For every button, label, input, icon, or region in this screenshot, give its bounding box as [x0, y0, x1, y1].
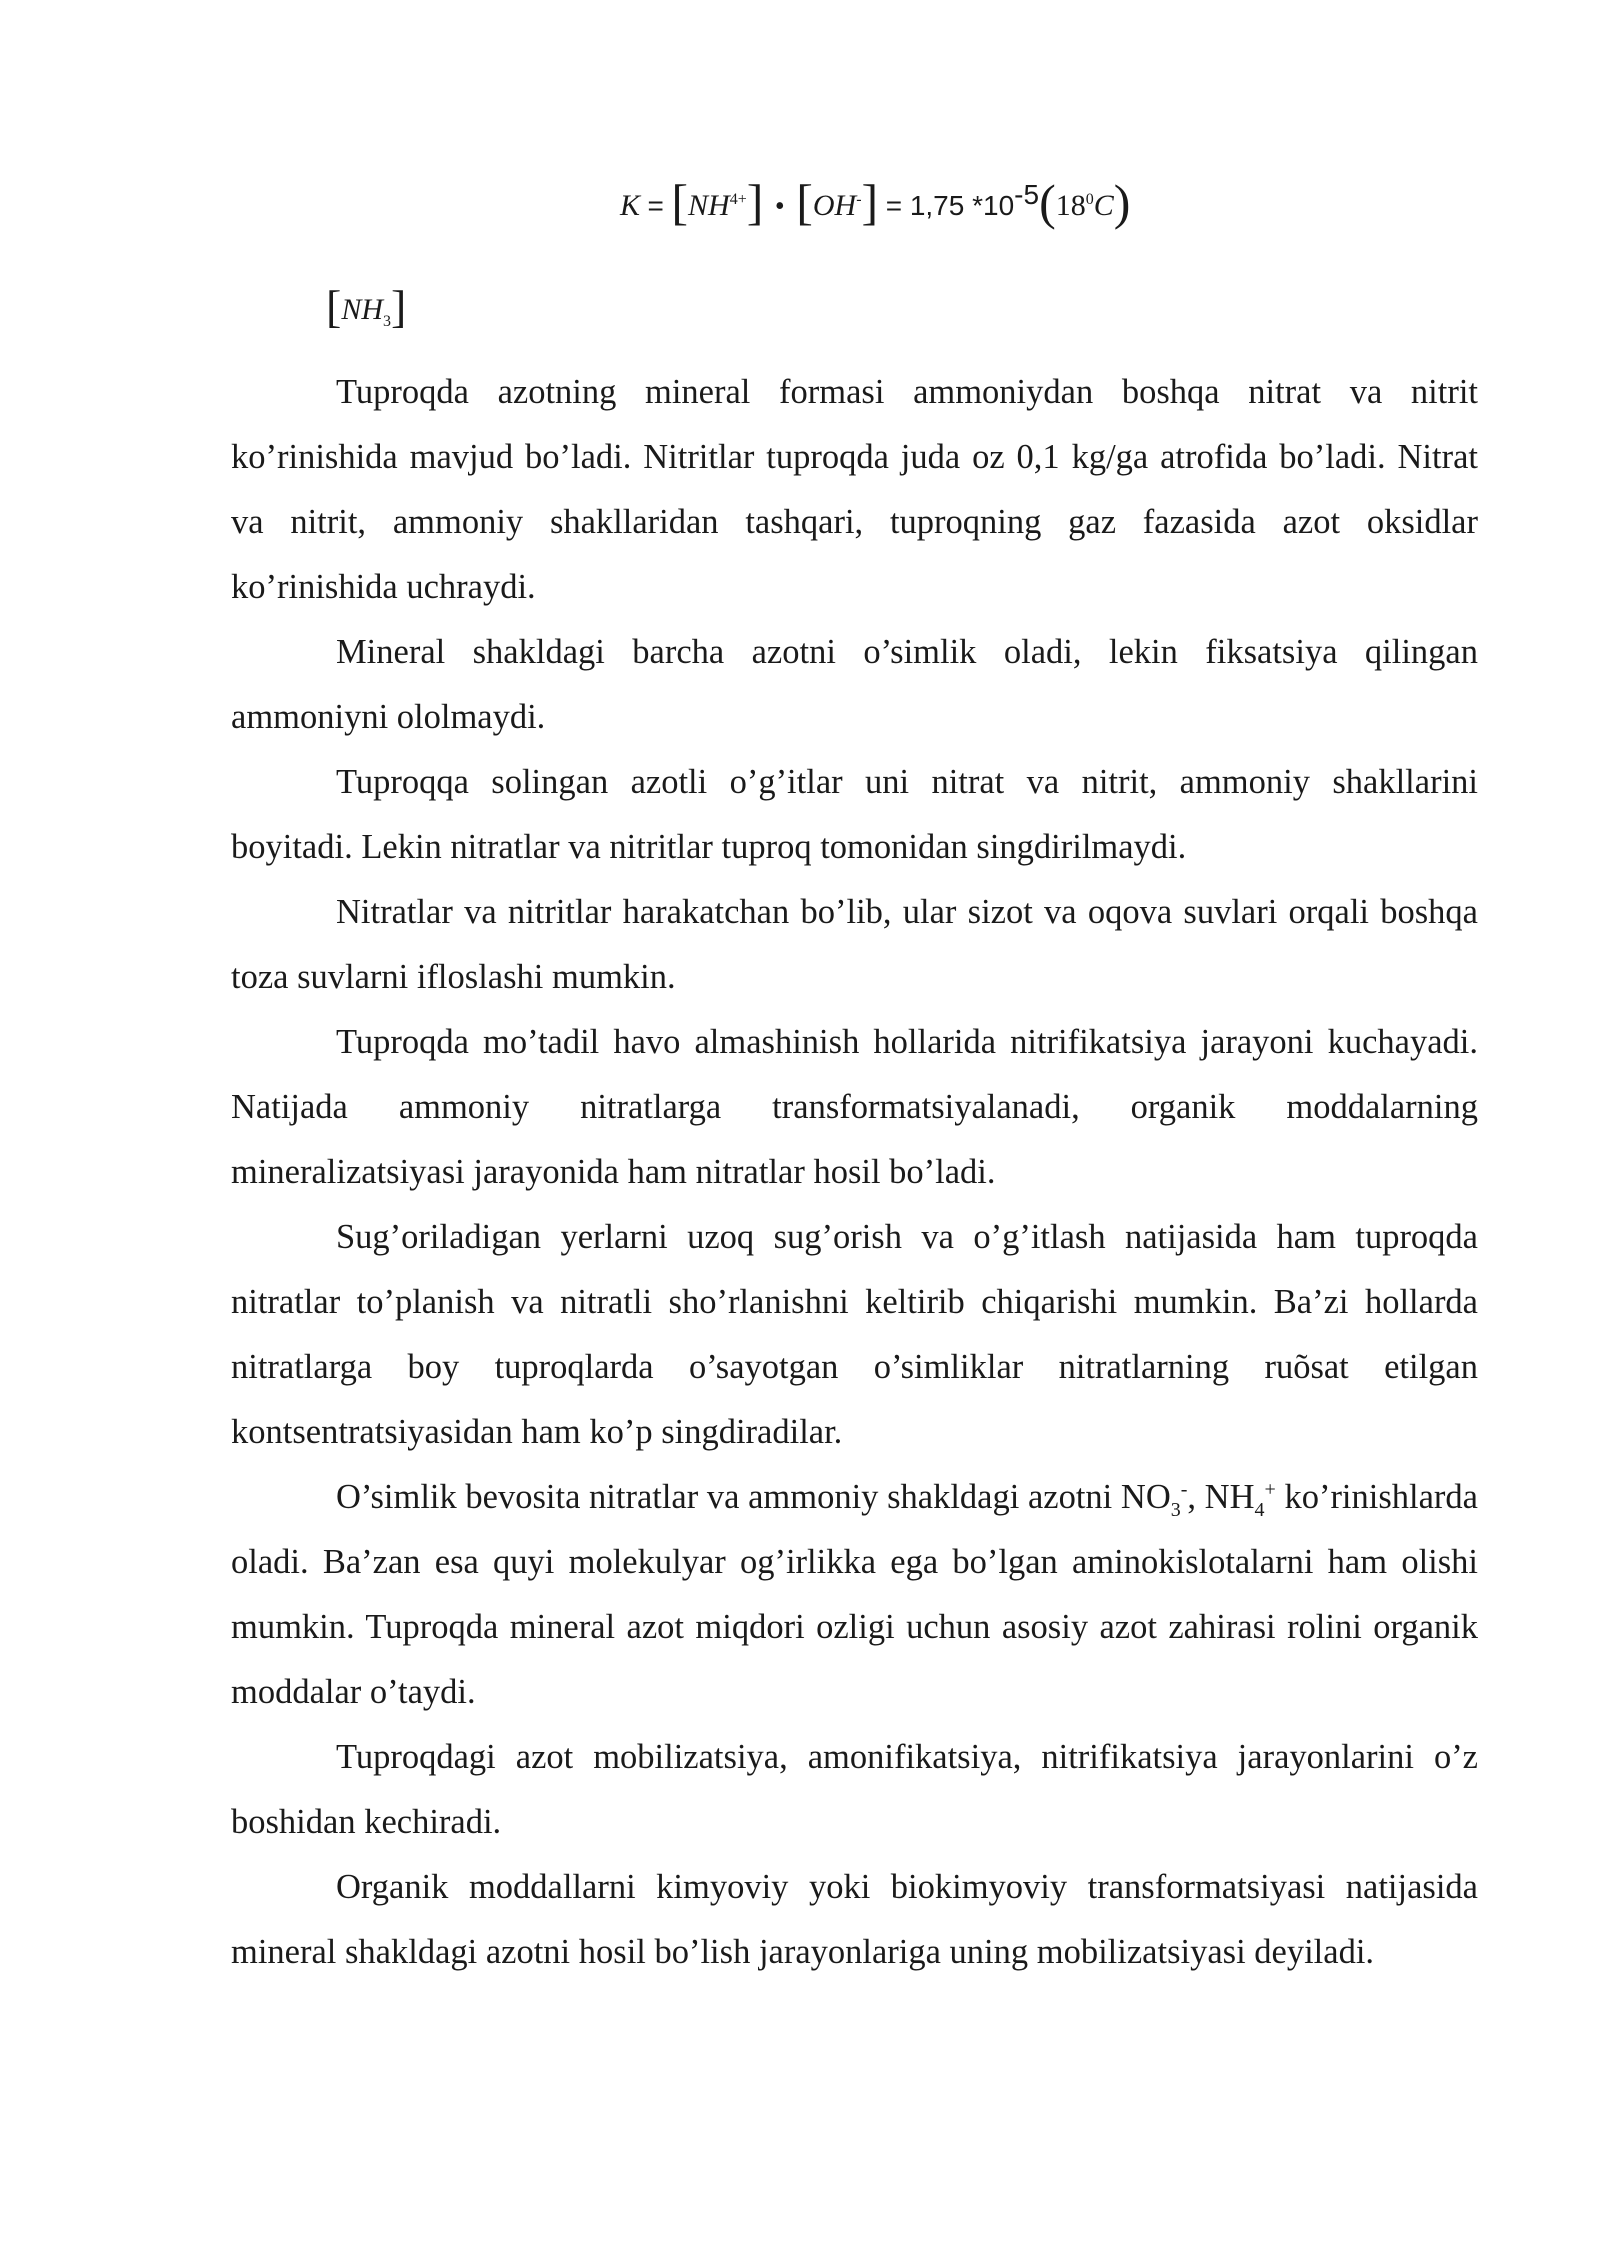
formula-unit: C — [1093, 189, 1114, 222]
paragraph-4: Nitratlar va nitritlar harakatchan bo’lib, ular sizot va oqova suvlari orqali boshqa toza suvlarni ifloslashi mumkin. — [231, 893, 1478, 996]
paragraph-3: Tuproqqa solingan azotli o’g’itlar uni nitrat va nitrit, ammoniy shakllarini boyitadi. Lekin nitratlar va nitritlar tuproq tomonidan singdirilmaydi. — [231, 763, 1478, 866]
denominator-left-bracket: [ — [326, 281, 342, 332]
formula-left-bracket-2: [ — [796, 174, 813, 230]
equilibrium-constant-formula — [620, 160, 1320, 230]
formula-right-bracket-2: ] — [861, 174, 879, 230]
formula-equals: = — [647, 190, 664, 221]
formula-degree: 0 — [1085, 191, 1094, 208]
paragraph-7-separator: , NH — [1187, 1478, 1255, 1516]
paragraph-8: Tuproqdagi azot mobilizatsiya, amonifikatsiya, nitrifikatsiya jarayonlarini o’z boshidan kechiradi. — [231, 1738, 1478, 1841]
paragraph-2: Mineral shakldagi barcha azotni o’simlik oladi, lekin fiksatsiya qilingan ammoniyni ololmaydi. — [231, 633, 1478, 736]
denominator-ammonia-sub: 3 — [383, 313, 392, 330]
formula-left-paren: ( — [1039, 174, 1056, 230]
formula-exponent: -5 — [1014, 179, 1040, 210]
denominator-ammonia: NH — [341, 293, 384, 326]
formula-hydroxide: OH — [812, 189, 857, 222]
formula-right-paren: ) — [1113, 174, 1131, 230]
paragraph-6: Sug’oriladigan yerlarni uzoq sug’orish va o’g’itlash natijasida ham tuproqda nitratlar to’planish va nitratli sho’rlanishni keltirib chiqarishi mumkin. Ba’zi hollarda nitratlarga boy tuproqlarda o’sayotgan o’simliklar nitratlarning ruõsat etilgan kontsentratsiyasidan ham ko’p singdiradilar. — [231, 1218, 1478, 1451]
nitrate-charge: - — [1180, 1478, 1188, 1501]
formula-temperature: 18 — [1055, 189, 1086, 222]
formula-k: K — [620, 189, 641, 222]
paragraph-7 — [231, 1465, 1478, 1725]
formula-ammonium: NH — [688, 189, 730, 222]
paragraph-1: Tuproqda azotning mineral formasi ammoniydan boshqa nitrat va nitrit ko’rinishida mavjud bo’ladi. Nitritlar tuproqda juda oz 0,1 kg/ga atrofida bo’ladi. Nitrat va nitrit, ammoniy shakllaridan tashqari, tuproqning gaz fazasida azot oksidlar ko’rinishida uchraydi. — [231, 373, 1478, 606]
formula-denominator — [326, 282, 406, 347]
paragraph-5: Tuproqda mo’tadil havo almashinish hollarida nitrifikatsiya jarayoni kuchayadi. Natijada ammoniy nitratlarga transformatsiyalanadi, organik moddalarning mineralizatsiyasi jarayonida ham nitratlar hosil bo’ladi. — [231, 1023, 1478, 1191]
ammonium-subscript: 4 — [1254, 1498, 1265, 1521]
paragraph-7-part-2: ko’rinishlarda oladi. Ba’zan esa quyi molekulyar og’irlikka ega bo’lgan aminokislotalarni ham olishi mumkin. Tuproqda mineral azot miqdori ozligi uchun asosiy azot zahirasi rolini organik moddalar o’taydi. — [231, 1478, 1478, 1711]
ammonium-charge: + — [1264, 1478, 1276, 1501]
body-text — [231, 360, 1478, 1985]
nitrate-subscript: 3 — [1170, 1498, 1181, 1521]
formula-left-bracket: [ — [671, 174, 689, 230]
denominator-right-bracket: ] — [391, 281, 407, 332]
formula-value: = 1,75 *10 — [885, 190, 1015, 221]
formula-hydroxide-charge: - — [856, 191, 862, 208]
formula-multiply-dot: • — [774, 191, 785, 222]
formula-right-bracket: ] — [746, 174, 764, 230]
formula-ammonium-charge: 4+ — [729, 191, 747, 208]
paragraph-9: Organik moddallarni kimyoviy yoki biokimyoviy transformatsiyasi natijasida mineral shakldagi azotni hosil bo’lish jarayonlariga uning mobilizatsiyasi deyiladi. — [231, 1868, 1478, 1971]
paragraph-7-part-1: O’simlik bevosita nitratlar va ammoniy shakldagi azotni NO — [336, 1478, 1171, 1516]
